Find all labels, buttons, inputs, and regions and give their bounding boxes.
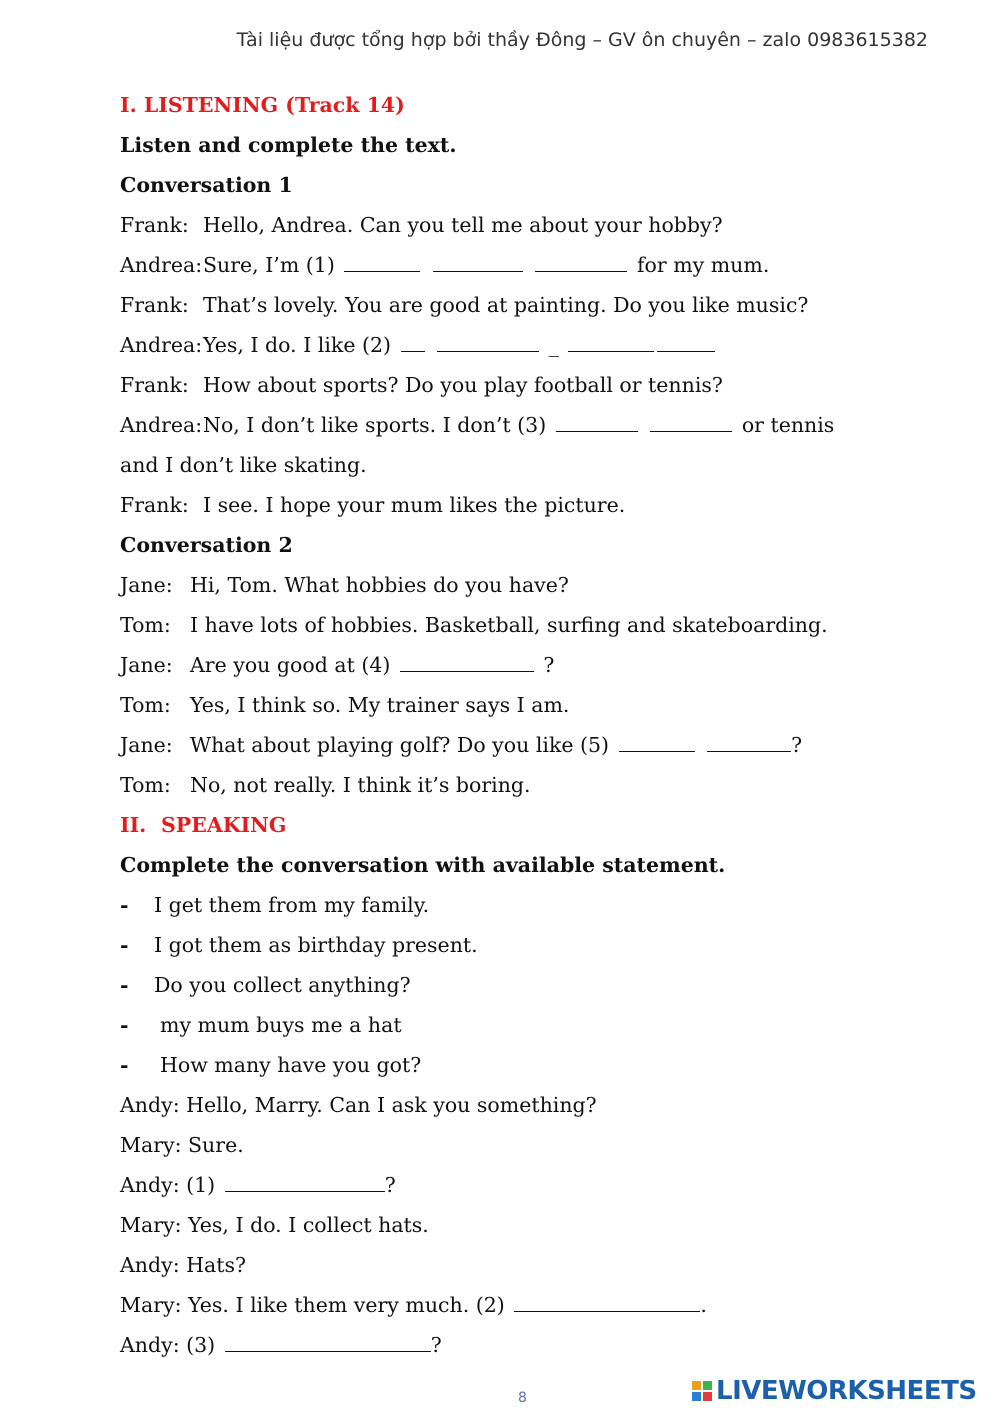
line-text: Hello, Andrea. Can you tell me about your hobby?: [203, 213, 723, 237]
conv1-line-1: [120, 208, 940, 248]
line-text-after: ?: [430, 1333, 442, 1357]
line-text-after: .: [700, 1293, 707, 1317]
speaking-instruction: Complete the conversation with available statement.: [120, 853, 726, 877]
blank-2d[interactable]: [657, 329, 715, 352]
line-text-after: for my mum.: [636, 253, 770, 277]
logo-square-2: [703, 1381, 712, 1390]
blank-1a[interactable]: [344, 249, 420, 272]
conv1-line-5: [120, 368, 940, 408]
conv2-line-4: [120, 688, 940, 728]
conversation-2-title: Conversation 2: [120, 533, 293, 557]
option-5: [120, 1048, 940, 1088]
logo-square-1: [692, 1381, 701, 1390]
page-header: Tài liệu được tổng hợp bởi thầy Đông – GV ôn chuyên – zalo 0983615382: [236, 29, 928, 51]
speaker: Tom:: [120, 613, 171, 637]
conv2-line-1: [120, 568, 940, 608]
dialogue-line-4: Mary: Yes, I do. I collect hats.: [120, 1213, 429, 1237]
line-text: Yes, I think so. My trainer says I am.: [190, 693, 570, 717]
liveworksheets-logo[interactable]: [692, 1376, 977, 1406]
listening-title: I. LISTENING (Track 14): [120, 93, 405, 117]
bullet: -: [120, 1013, 129, 1037]
option-text: I got them as birthday present.: [154, 933, 478, 957]
option-text: Do you collect anything?: [154, 973, 411, 997]
section-number: II.: [120, 813, 147, 837]
line-text: Are you good at (4): [190, 653, 391, 677]
dialogue-line-7: [120, 1328, 940, 1368]
option-2: [120, 928, 940, 968]
speaker: Frank:: [120, 373, 189, 397]
speaker: Tom:: [120, 693, 171, 717]
logo-square-4: [703, 1392, 712, 1401]
blank-1c[interactable]: [535, 249, 627, 272]
speaker: Andrea:: [120, 333, 203, 357]
blank-2a[interactable]: [401, 329, 425, 352]
line-text: Mary: Yes. I like them very much. (2): [120, 1293, 505, 1317]
line-text: I have lots of hobbies. Basketball, surfing and skateboarding.: [190, 613, 828, 637]
option-text: I get them from my family.: [154, 893, 430, 917]
option-text: How many have you got?: [160, 1053, 422, 1077]
option-text: my mum buys me a hat: [160, 1013, 402, 1037]
blank-2c[interactable]: [568, 329, 654, 352]
blank-3b[interactable]: [650, 409, 732, 432]
speaker: Frank:: [120, 293, 189, 317]
speaker: Tom:: [120, 773, 171, 797]
speaking-blank-1[interactable]: [225, 1169, 385, 1192]
line-text: Yes, I do. I like (2): [203, 333, 392, 357]
option-1: [120, 888, 940, 928]
conv1-line-2: [120, 248, 940, 288]
dialogue-line-1: Andy: Hello, Marry. Can I ask you something?: [120, 1093, 597, 1117]
conversation-1-title: Conversation 1: [120, 173, 293, 197]
dialogue-line-6: [120, 1288, 940, 1328]
speaker: Jane:: [120, 733, 173, 757]
conv2-line-3: [120, 648, 940, 688]
line-text: Andy: (3): [120, 1333, 216, 1357]
blank-5a[interactable]: [619, 729, 695, 752]
line-text-after: or tennis: [741, 413, 835, 437]
conv2-line-6: [120, 768, 940, 808]
line-text-after: ?: [791, 733, 803, 757]
listening-instruction: Listen and complete the text.: [120, 133, 457, 157]
line-text: No, not really. I think it’s boring.: [190, 773, 531, 797]
speaking-title: [120, 808, 940, 848]
conv1-line-6: [120, 408, 940, 448]
speaking-blank-3[interactable]: [225, 1329, 431, 1352]
page-number: 8: [518, 1390, 527, 1406]
speaker: Frank:: [120, 493, 189, 517]
blank-2b[interactable]: [437, 329, 539, 352]
bullet: -: [120, 1053, 129, 1077]
speaker: Andrea:: [120, 253, 203, 277]
dialogue-line-5: Andy: Hats?: [120, 1253, 246, 1277]
line-text: I see. I hope your mum likes the picture.: [203, 493, 626, 517]
conv1-line-3: [120, 288, 940, 328]
bullet: -: [120, 933, 129, 957]
conv2-line-2: [120, 608, 940, 648]
conv1-line-7: [120, 448, 940, 488]
underscore-mark: _: [548, 333, 559, 357]
blank-4[interactable]: [400, 649, 534, 672]
logo-mark-icon: [692, 1381, 712, 1401]
speaker: Jane:: [120, 573, 173, 597]
logo-text: LIVEWORKSHEETS: [716, 1376, 977, 1406]
conv1-line-8: [120, 488, 940, 528]
blank-5b[interactable]: [707, 729, 791, 752]
bullet: -: [120, 973, 129, 997]
worksheet-content: [120, 88, 940, 1368]
speaker: Frank:: [120, 213, 189, 237]
line-text: How about sports? Do you play football or tennis?: [203, 373, 723, 397]
logo-square-3: [692, 1392, 701, 1401]
line-text: Sure, I’m (1): [203, 253, 335, 277]
line-text-after: ?: [543, 653, 555, 677]
line-text: No, I don’t like sports. I don’t (3): [203, 413, 547, 437]
option-3: [120, 968, 940, 1008]
conv1-line-4: [120, 328, 940, 368]
speaker: Jane:: [120, 653, 173, 677]
conv2-line-5: [120, 728, 940, 768]
line-text: Andy: (1): [120, 1173, 216, 1197]
speaker: Andrea:: [120, 413, 203, 437]
speaking-blank-2[interactable]: [514, 1289, 700, 1312]
line-text-after: ?: [384, 1173, 396, 1197]
line-text: and I don’t like skating.: [120, 453, 367, 477]
blank-1b[interactable]: [433, 249, 523, 272]
dialogue-line-2: Mary: Sure.: [120, 1133, 244, 1157]
dialogue-line-3: [120, 1168, 940, 1208]
option-4: [120, 1008, 940, 1048]
section-title: SPEAKING: [161, 813, 287, 837]
line-text: That’s lovely. You are good at painting. Do you like music?: [203, 293, 809, 317]
bullet: -: [120, 893, 129, 917]
blank-3a[interactable]: [556, 409, 638, 432]
line-text: Hi, Tom. What hobbies do you have?: [190, 573, 569, 597]
line-text: What about playing golf? Do you like (5): [190, 733, 610, 757]
